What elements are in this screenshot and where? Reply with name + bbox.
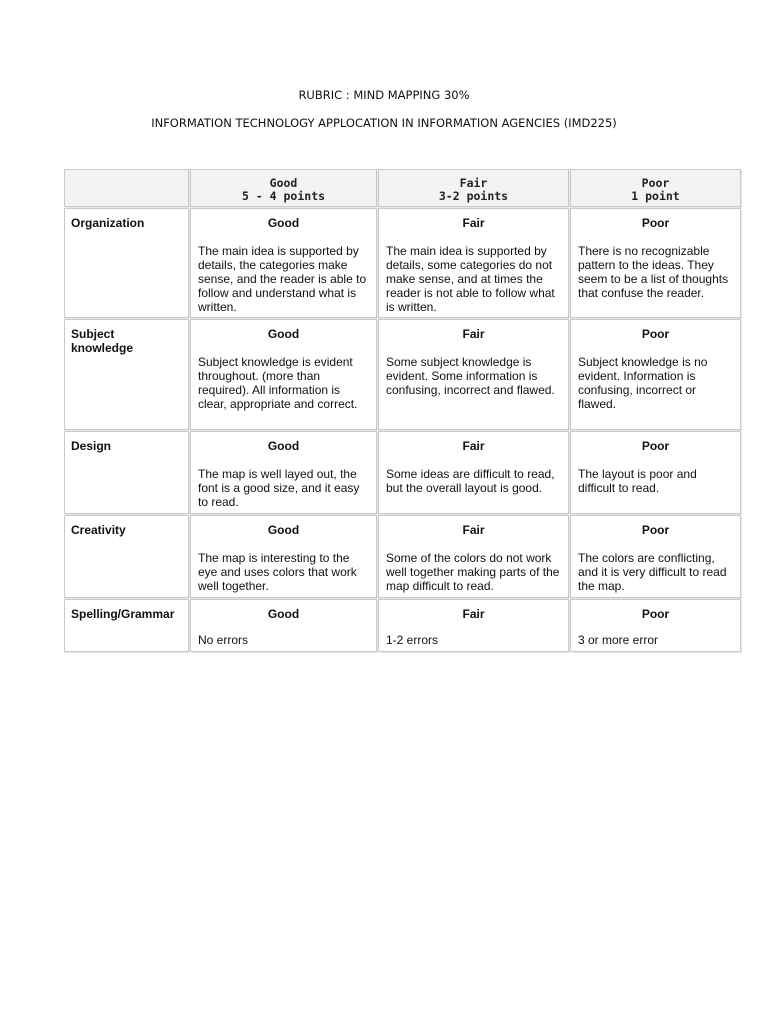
rating-fair: Fair: [462, 439, 485, 453]
rubric-title: RUBRIC : MIND MAPPING 30%: [298, 88, 470, 102]
header-good-level: Good: [269, 176, 298, 190]
rating-fair: Fair: [462, 607, 485, 621]
row-spelling-grammar-label-cell: [64, 599, 189, 652]
row-subject-knowledge-fair-cell: [378, 319, 569, 430]
row-subject-knowledge-good-cell: [190, 319, 377, 430]
header-good-cell: [190, 169, 377, 207]
description-poor: 3 or more error: [578, 633, 659, 647]
rating-poor: Poor: [641, 523, 670, 537]
rating-fair: Fair: [462, 216, 485, 230]
header-fair-cell: [378, 169, 569, 207]
criterion-label: Design: [71, 439, 112, 453]
description-good: The map is well layed out, the font is a good size, and it easy to read.: [198, 467, 360, 509]
criterion-label: Organization: [71, 216, 145, 230]
description-poor: The layout is poor and difficult to read.: [578, 467, 697, 495]
row-creativity-fair-cell: [378, 515, 569, 598]
rating-fair: Fair: [462, 327, 485, 341]
row-spelling-grammar-poor-cell: [570, 599, 741, 652]
description-poor: There is no recognizable pattern to the ideas. They seem to be a list of thoughts that confuse the reader.: [578, 244, 729, 300]
rating-fair: Fair: [462, 523, 485, 537]
row-organization-fair-cell: [378, 208, 569, 318]
header-poor-points: 1 point: [631, 189, 680, 203]
description-good: Subject knowledge is evident throughout. (more than required). All information is clear, appropriate and correct.: [198, 355, 358, 411]
rating-good: Good: [267, 327, 300, 341]
rating-good: Good: [267, 523, 300, 537]
row-design-poor-cell: [570, 431, 741, 514]
header-fair-points: 3-2 points: [438, 189, 509, 203]
rating-poor: Poor: [641, 216, 670, 230]
header-poor-cell: [570, 169, 741, 207]
row-organization-good-cell: [190, 208, 377, 318]
rating-good: Good: [267, 216, 300, 230]
row-spelling-grammar-fair-cell: [378, 599, 569, 652]
course-title: INFORMATION TECHNOLOGY APPLOCATION IN INFORMATION AGENCIES (IMD225): [151, 116, 617, 130]
rating-good: Good: [267, 607, 300, 621]
row-subject-knowledge-label-cell: [64, 319, 189, 430]
header-fair-level: Fair: [459, 176, 488, 190]
header-poor-level: Poor: [641, 176, 670, 190]
criterion-label: Subject knowledge: [71, 327, 134, 355]
rating-poor: Poor: [641, 439, 670, 453]
row-creativity-label-cell: [64, 515, 189, 598]
row-organization-label-cell: [64, 208, 189, 318]
row-creativity-poor-cell: [570, 515, 741, 598]
description-fair: Some subject knowledge is evident. Some information is confusing, incorrect and flawed.: [386, 355, 555, 397]
description-good: No errors: [198, 633, 249, 647]
header-good-points: 5 - 4 points: [241, 189, 326, 203]
criterion-label: Spelling/Grammar: [71, 607, 175, 621]
description-good: The main idea is supported by details, the categories make sense, and the reader is able to follow and understand what is written.: [198, 244, 367, 314]
criterion-label: Creativity: [71, 523, 126, 537]
description-fair: Some ideas are difficult to read, but the overall layout is good.: [386, 467, 555, 495]
header-corner-cell: [64, 169, 189, 207]
row-creativity-good-cell: [190, 515, 377, 598]
description-fair: Some of the colors do not work well together making parts of the map difficult to read.: [386, 551, 560, 593]
row-subject-knowledge-poor-cell: [570, 319, 741, 430]
description-fair: 1-2 errors: [386, 633, 439, 647]
row-design-good-cell: [190, 431, 377, 514]
description-fair: The main idea is supported by details, some categories do not make sense, and at times the reader is not able to follow what is written.: [386, 244, 555, 314]
row-organization-poor-cell: [570, 208, 741, 318]
row-design-label-cell: [64, 431, 189, 514]
rating-good: Good: [267, 439, 300, 453]
rating-poor: Poor: [641, 607, 670, 621]
rating-poor: Poor: [641, 327, 670, 341]
row-design-fair-cell: [378, 431, 569, 514]
row-spelling-grammar-good-cell: [190, 599, 377, 652]
description-poor: Subject knowledge is no evident. Information is confusing, incorrect or flawed.: [578, 355, 708, 411]
description-poor: The colors are conflicting, and it is very difficult to read the map.: [578, 551, 727, 593]
description-good: The map is interesting to the eye and uses colors that work well together.: [198, 551, 357, 593]
